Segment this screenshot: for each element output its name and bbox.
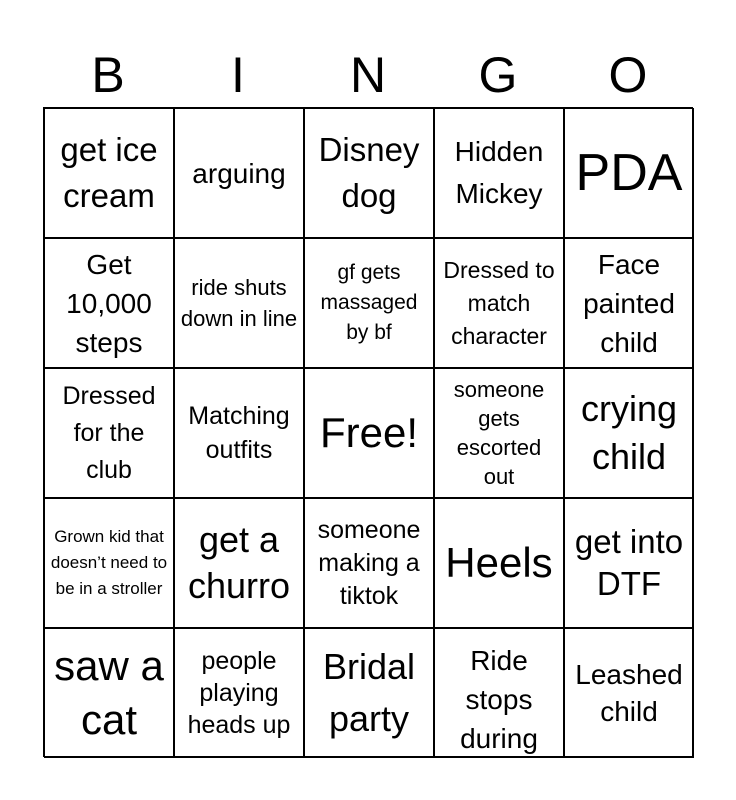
bingo-cell[interactable]: Matching outfits xyxy=(174,368,304,498)
bingo-cell[interactable]: Free! xyxy=(304,368,434,498)
bingo-cell[interactable]: crying child xyxy=(564,368,694,498)
bingo-cell[interactable]: Dressed to match character xyxy=(434,238,564,368)
bingo-grid xyxy=(43,107,693,757)
bingo-cell[interactable]: get ice cream xyxy=(44,108,174,238)
bingo-cell[interactable]: Heels xyxy=(434,498,564,628)
bingo-cell[interactable]: Dressed for the club xyxy=(44,368,174,498)
bingo-cell[interactable]: Disney dog xyxy=(304,108,434,238)
bingo-cell[interactable]: Ride stops during xyxy=(434,628,564,758)
bingo-cell[interactable]: Hidden Mickey xyxy=(434,108,564,238)
bingo-cell[interactable]: people playing heads up xyxy=(174,628,304,758)
header-letter-b: B xyxy=(91,47,125,103)
bingo-cell[interactable]: someone making a tiktok xyxy=(304,498,434,628)
bingo-cell[interactable]: gf gets massaged by bf xyxy=(304,238,434,368)
bingo-cell[interactable]: Leashed child xyxy=(564,628,694,758)
bingo-cell[interactable]: Grown kid that doesn’t need to be in a stroller xyxy=(44,498,174,628)
bingo-cell[interactable]: PDA xyxy=(564,108,694,238)
header-letter-i: I xyxy=(231,47,245,103)
bingo-cell[interactable]: someone gets escorted out xyxy=(434,368,564,498)
header-letter-o: O xyxy=(608,47,648,103)
bingo-cell[interactable]: Get 10,000 steps xyxy=(44,238,174,368)
bingo-cell[interactable]: ride shuts down in line xyxy=(174,238,304,368)
bingo-header xyxy=(43,45,693,105)
bingo-cell[interactable]: arguing xyxy=(174,108,304,238)
bingo-cell[interactable]: Bridal party xyxy=(304,628,434,758)
bingo-cell[interactable]: get a churro xyxy=(174,498,304,628)
bingo-cell[interactable]: Face painted child xyxy=(564,238,694,368)
header-letter-g: G xyxy=(478,47,518,103)
bingo-cell[interactable]: get into DTF xyxy=(564,498,694,628)
header-letter-n: N xyxy=(349,47,387,103)
bingo-cell[interactable]: saw a cat xyxy=(44,628,174,758)
